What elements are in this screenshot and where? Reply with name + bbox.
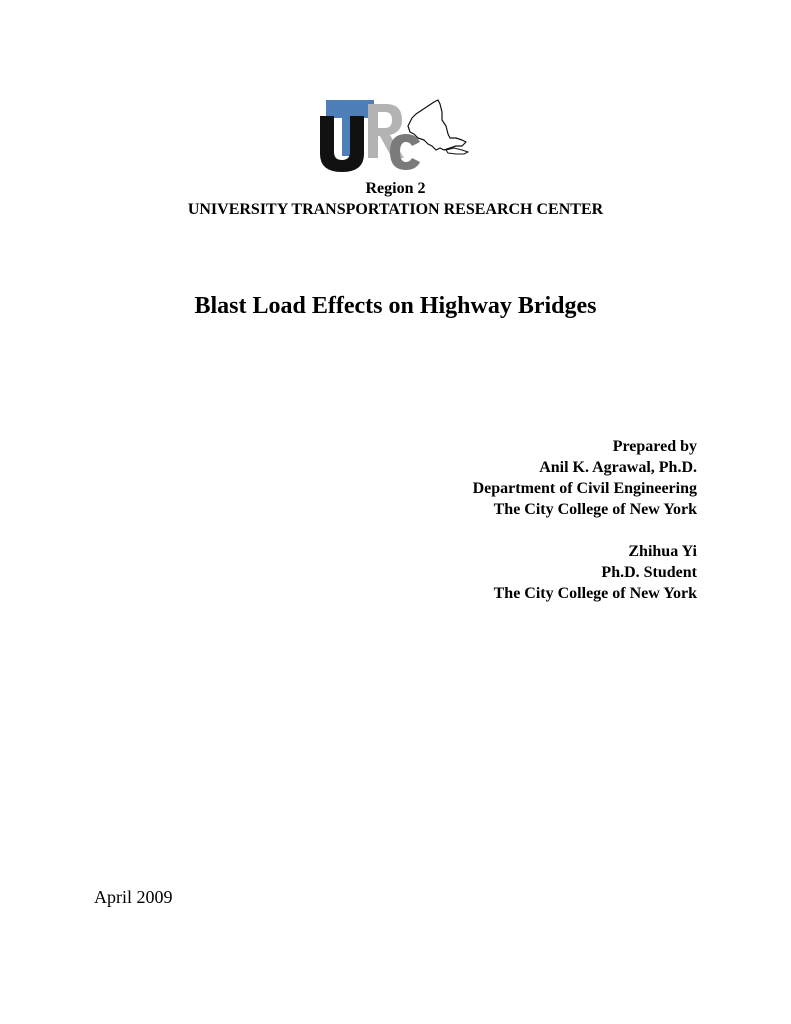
author1-department: Department of Civil Engineering bbox=[472, 480, 697, 497]
research-center-name: UNIVERSITY TRANSPORTATION RESEARCH CENTER bbox=[187, 201, 604, 218]
author1-institution: The City College of New York bbox=[493, 501, 697, 518]
logo-letter-c bbox=[390, 134, 420, 170]
prepared-by-label: Prepared by bbox=[612, 438, 697, 455]
region-label: Region 2 bbox=[365, 180, 426, 197]
author2-institution: The City College of New York bbox=[493, 585, 697, 602]
author2-name: Zhihua Yi bbox=[628, 543, 697, 560]
authors-block bbox=[473, 436, 697, 604]
author-spacer bbox=[473, 520, 697, 541]
publication-date: April 2009 bbox=[94, 887, 173, 907]
logo-island bbox=[446, 148, 468, 154]
author2-role: Ph.D. Student bbox=[601, 564, 697, 581]
utrc-logo bbox=[316, 96, 476, 176]
author1-name: Anil K. Agrawal, Ph.D. bbox=[539, 459, 697, 476]
logo-blue-bar bbox=[326, 100, 374, 118]
report-title: Blast Load Effects on Highway Bridges bbox=[194, 293, 597, 319]
